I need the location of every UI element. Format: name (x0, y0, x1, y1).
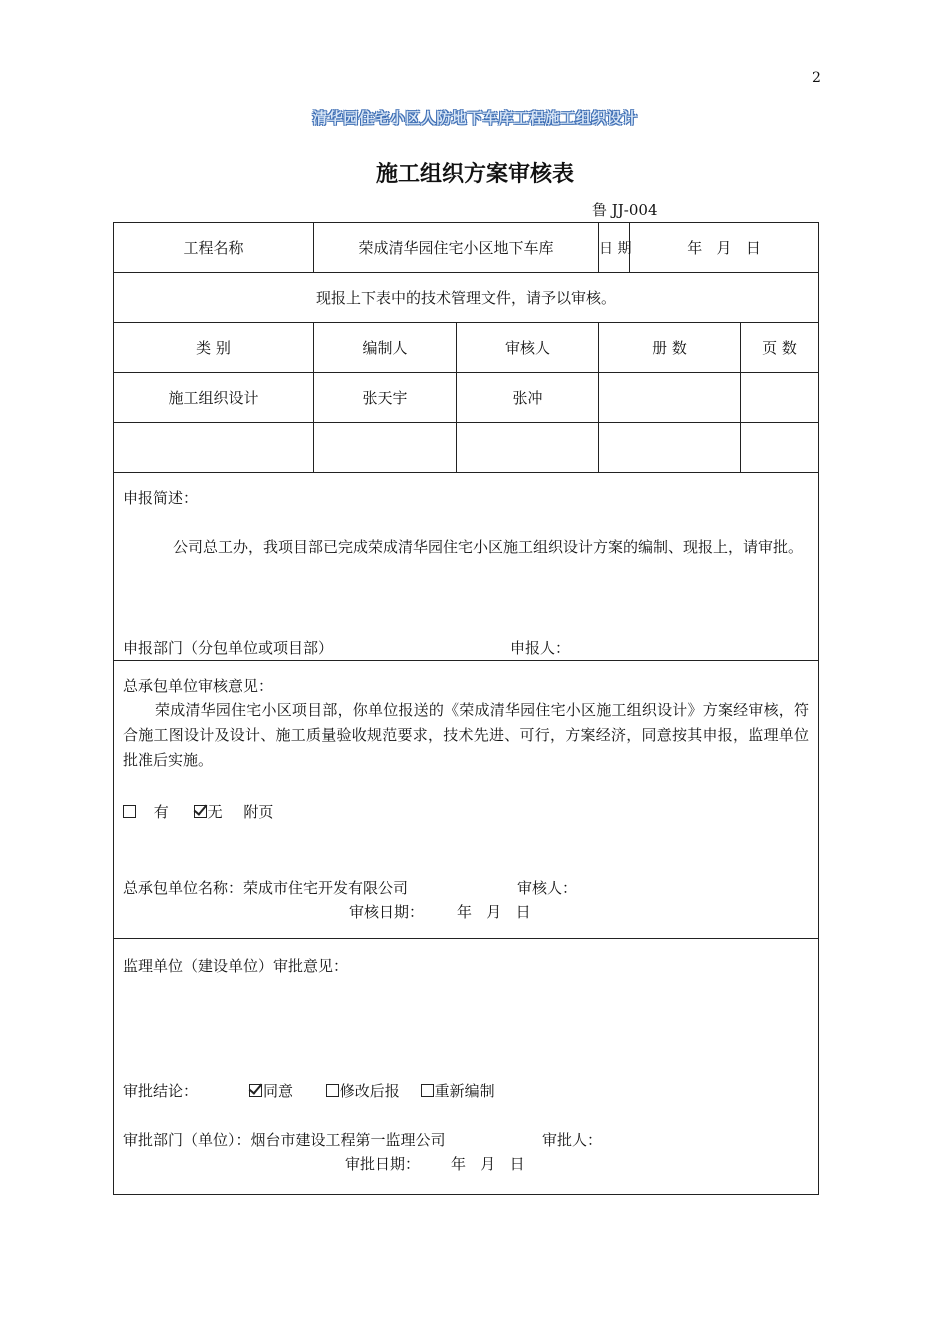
cell-pages (741, 423, 819, 473)
column-header-row (114, 323, 819, 373)
contractor-review-body: 荣成清华园住宅小区项目部，你单位报送的《荣成清华园住宅小区施工组织设计》方案经审核，符合施工图设计及设计、施工质量验收规范要求，技术先进、可行，方案经济，同意按其申报，监理单位批准后实施。 (123, 701, 810, 769)
approval-date-label: 审批日期： (345, 1155, 421, 1173)
table-row (114, 423, 819, 473)
declaration-section (114, 473, 819, 661)
cell-reviewer: 张冲 (457, 373, 599, 423)
declaration-body: 公司总工办，我项目部已完成荣成清华园住宅小区施工组织设计方案的编制、现报上，请审批。 (173, 538, 804, 556)
supervisor-review-section (114, 939, 819, 1195)
col-header-reviewer: 审核人 (457, 323, 599, 373)
cell-author: 张天宇 (314, 373, 457, 423)
cell-pages (741, 373, 819, 423)
approver-label: 审批人： (542, 1131, 603, 1149)
revise-label: 修改后报 (339, 1082, 400, 1100)
date-value: 年 月 日 (630, 223, 819, 273)
approval-dept-label: 审批部门（单位）：烟台市建设工程第一监理公司 (123, 1131, 446, 1149)
cell-category (114, 423, 314, 473)
approve-label: 同意 (263, 1082, 294, 1100)
cell-volumes (599, 423, 741, 473)
cell-author (314, 423, 457, 473)
document-title: 施工组织方案审核表 (375, 162, 574, 187)
cell-category: 施工组织设计 (114, 373, 314, 423)
col-header-author: 编制人 (314, 323, 457, 373)
supervisor-review-heading: 监理单位（建设单位）审批意见： (123, 957, 349, 975)
form-code: 鲁 JJ-004 (592, 201, 658, 219)
table-row (114, 373, 819, 423)
review-form-table (113, 222, 819, 1195)
approval-date-value: 年 月 日 (451, 1155, 525, 1173)
declaration-dept-label: 申报部门（分包单位或项目部） (123, 639, 334, 657)
contractor-unit-label: 总承包单位名称：荣成市住宅开发有限公司 (123, 879, 409, 897)
declaration-heading: 申报简述： (123, 489, 199, 507)
recompile-label: 重新编制 (434, 1082, 495, 1100)
running-header-title: 清华园住宅小区人防地下车库工程施工组织设计 (312, 109, 638, 127)
project-name-value: 荣成清华园住宅小区地下车库 (314, 223, 599, 273)
cell-reviewer (457, 423, 599, 473)
declaration-reporter-label: 申报人： (510, 639, 571, 657)
project-row (114, 223, 819, 273)
project-name-label: 工程名称 (114, 223, 314, 273)
page-number: 2 (812, 70, 821, 86)
approval-conclusion-label: 审批结论： (123, 1082, 199, 1100)
col-header-volumes: 册 数 (599, 323, 741, 373)
cell-volumes (599, 373, 741, 423)
date-label: 日 期 (599, 223, 630, 273)
attachment-label: 附页 (243, 803, 274, 821)
contractor-reviewer-label: 审核人： (517, 879, 578, 897)
attachment-yes-label: 有 (153, 803, 169, 821)
col-header-category: 类 别 (114, 323, 314, 373)
contractor-review-heading: 总承包单位审核意见： (123, 677, 274, 695)
revise-checkbox[interactable] (326, 1084, 339, 1097)
col-header-pages: 页 数 (741, 323, 819, 373)
approve-checkbox[interactable] (249, 1084, 262, 1097)
contractor-review-date-label: 审核日期： (349, 903, 425, 921)
attachment-no-label: 无 (207, 803, 223, 821)
approval-options (249, 1080, 495, 1101)
attachment-yes-checkbox[interactable] (123, 805, 136, 818)
attachment-options (123, 801, 273, 822)
attachment-no-checkbox[interactable] (194, 805, 207, 818)
contractor-review-date-value: 年 月 日 (457, 903, 531, 921)
contractor-review-section (114, 661, 819, 939)
recompile-checkbox[interactable] (421, 1084, 434, 1097)
submission-notice: 现报上下表中的技术管理文件，请予以审核。 (114, 273, 819, 323)
